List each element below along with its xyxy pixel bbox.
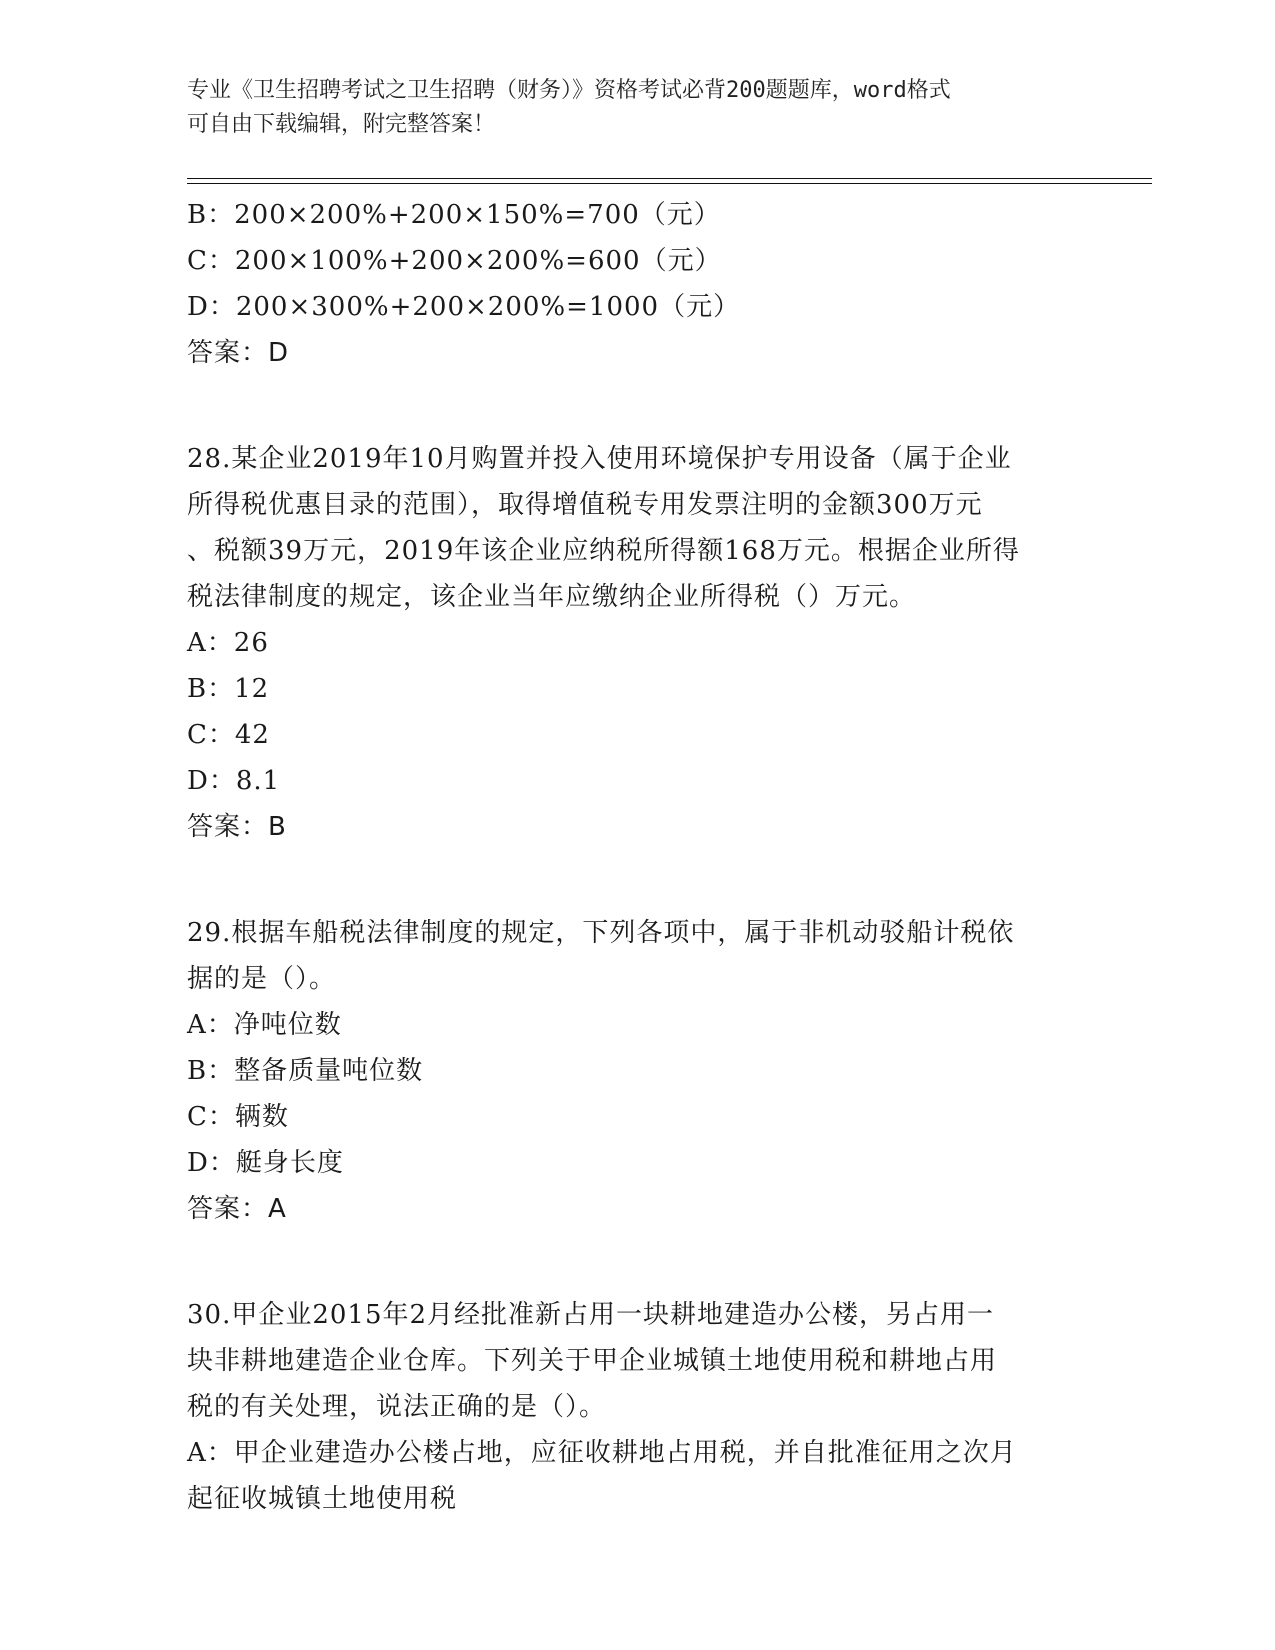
question-stem-line: 29.根据车船税法律制度的规定，下列各项中，属于非机动驳船计税依 (187, 918, 1015, 948)
option-a: A：甲企业建造办公楼占地，应征收耕地占用税，并自批准征用之次月 (187, 1438, 1017, 1468)
option-b: B：200×200%+200×150%=700（元） (187, 200, 721, 230)
question-stem-line: 30.甲企业2015年2月经批准新占用一块耕地建造办公楼，另占用一 (187, 1300, 995, 1330)
answer: 答案：B (187, 812, 287, 842)
page-header (187, 74, 1087, 142)
spacer (187, 1232, 1087, 1292)
option-d: D：8.1 (187, 766, 281, 796)
option-c: C：200×100%+200×200%=600（元） (187, 246, 722, 276)
option-d: D：艇身长度 (187, 1148, 344, 1178)
question-stem-line: 所得税优惠目录的范围），取得增值税专用发票注明的金额300万元 (187, 490, 983, 520)
prev-question (187, 192, 1087, 376)
question-stem-line: 税法律制度的规定，该企业当年应缴纳企业所得税（）万元。 (187, 582, 917, 612)
question-29 (187, 910, 1087, 1232)
question-30 (187, 1292, 1087, 1522)
option-c: C：辆数 (187, 1102, 289, 1132)
option-a-continued: 起征收城镇土地使用税 (187, 1484, 458, 1514)
header-line-1: 专业《卫生招聘考试之卫生招聘（财务）》资格考试必背200题题库，word格式 (187, 78, 951, 103)
question-stem-line: 、税额39万元，2019年该企业应纳税所得额168万元。根据企业所得 (187, 536, 1020, 566)
option-a: A：26 (187, 628, 269, 658)
question-stem-line: 28.某企业2019年10月购置并投入使用环境保护专用设备（属于企业 (187, 444, 1012, 474)
option-b: B：整备质量吨位数 (187, 1056, 424, 1086)
spacer (187, 850, 1087, 910)
spacer (187, 376, 1087, 436)
header-line-2: 可自由下载编辑，附完整答案！ (187, 112, 496, 137)
option-c: C：42 (187, 720, 270, 750)
answer: 答案：D (187, 338, 290, 368)
answer: 答案：A (187, 1194, 287, 1224)
question-stem-line: 块非耕地建造企业仓库。下列关于甲企业城镇土地使用税和耕地占用 (187, 1346, 998, 1376)
header-rule-top (187, 178, 1152, 179)
document-body (187, 192, 1087, 1522)
question-stem-line: 据的是（）。 (187, 964, 337, 994)
question-28 (187, 436, 1087, 850)
header-rule-bottom (187, 183, 1152, 184)
option-b: B：12 (187, 674, 270, 704)
option-a: A：净吨位数 (187, 1010, 342, 1040)
question-stem-line: 税的有关处理，说法正确的是（）。 (187, 1392, 607, 1422)
option-d: D：200×300%+200×200%=1000（元） (187, 292, 741, 322)
